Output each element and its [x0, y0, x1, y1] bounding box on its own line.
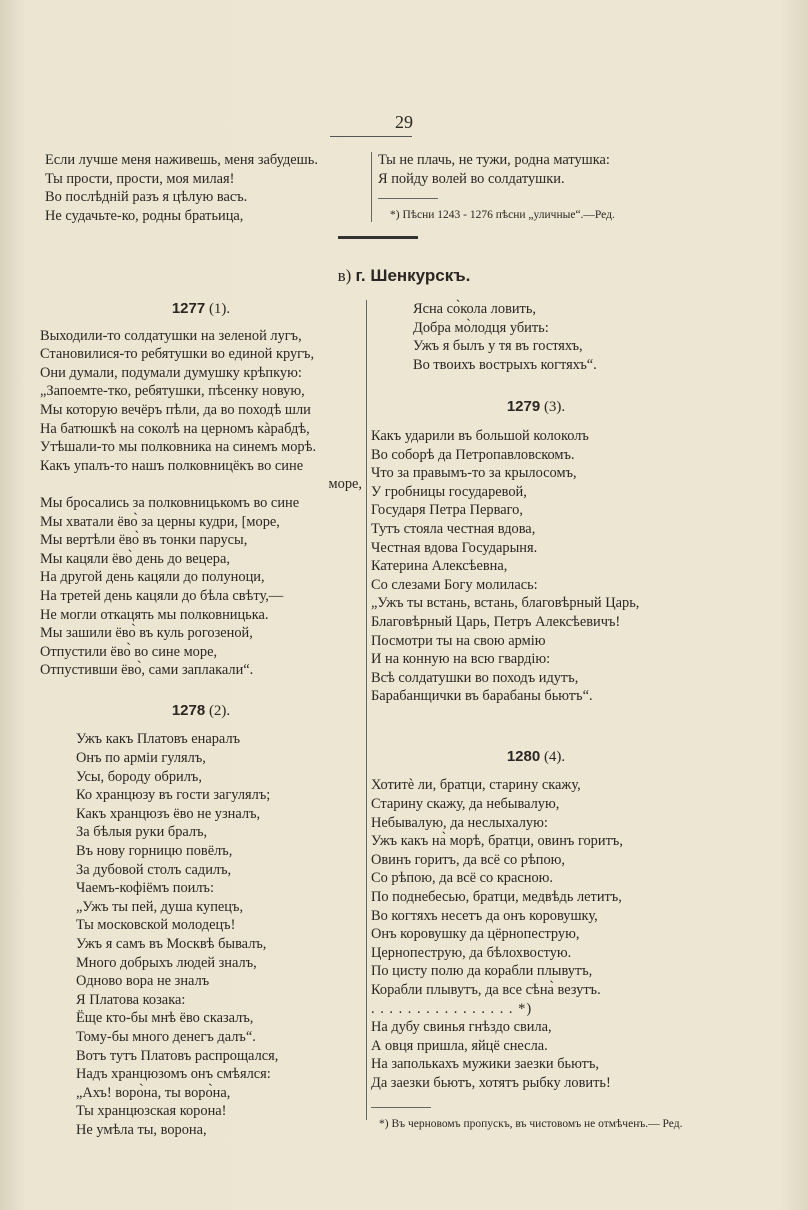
- text-line: Мы зашили ёво̀ въ куль рогозеной,: [40, 625, 253, 642]
- text-line: Усы, бороду обрилъ,: [76, 768, 202, 785]
- text-line: Мы которую вечёръ пѣли, да во походѣ шли: [40, 401, 311, 418]
- text-line: Выходили-то солдатушки на зеленой лугъ,: [40, 327, 302, 344]
- text-line: Корабли плывутъ, да все сѣна̀ везутъ.: [371, 982, 601, 998]
- footnote-rule: [371, 1107, 431, 1108]
- text-line: Какъ упалъ-то нашъ полковницёкъ во сине: [40, 457, 304, 474]
- song-subnumber: (2).: [208, 702, 231, 719]
- text-line: „Ужъ ты встань, встань, благовѣрный Царь,: [371, 595, 640, 612]
- song-title: [371, 398, 701, 417]
- ellipsis-line: . . . . . . . . . . . . . . . . *): [371, 1000, 533, 1017]
- page-number: 29: [395, 112, 413, 132]
- text-line: Хотитè ли, братци, старину скажу,: [371, 777, 581, 794]
- song-title: [371, 748, 701, 767]
- text-line: Ко хранцюзу въ гости загулялъ;: [76, 787, 271, 804]
- text-line: Въ нову горницю повёлъ,: [76, 843, 233, 860]
- text-line: „Запоемте-тко, ребятушки, пѣсенку новую,: [40, 383, 305, 400]
- left-column: [40, 300, 362, 1140]
- text-line: У гробницы государевой,: [371, 483, 527, 500]
- top-right-stanza: [378, 151, 615, 223]
- song-number: 1277: [171, 300, 206, 317]
- text-line: На третей день кацяли до бѣла свѣту,—: [40, 587, 284, 604]
- text-line: Мы хватали ёво̀ за церны кудри, [море,: [40, 513, 280, 530]
- text-line: Ужъ я былъ у тя въ гостяхъ,: [413, 338, 583, 355]
- text-line: За бѣлыя руки бралъ,: [76, 824, 208, 841]
- text-line: Вотъ тутъ Платовъ распрощался,: [76, 1047, 279, 1064]
- footnote: *) Пѣсни 1243 - 1276 пѣсни „уличные“.—Ред.: [390, 209, 615, 222]
- footnote-rule: [378, 198, 438, 199]
- text-line: Ёще кто-бы мнѣ ёво сказалъ,: [76, 1010, 254, 1027]
- song-1277-text: [40, 327, 362, 680]
- text-line: Они думали, подумали думушку крѣпкую:: [40, 364, 302, 381]
- text-line: Во соборѣ да Петропавловскомъ.: [371, 446, 575, 463]
- text-line: Во когтяхъ несетъ да онъ коровушку,: [371, 907, 598, 924]
- song-subnumber: (4).: [543, 748, 566, 765]
- song-1278-text: [40, 730, 362, 1139]
- text-line: Тутъ стояла честная вдова,: [371, 520, 536, 537]
- text-line: Ужъ какъ на̀ морѣ, братци, овинъ горитъ,: [371, 833, 623, 850]
- text-line: На заполькахъ мужики заезки бьютъ,: [371, 1056, 599, 1073]
- text-line: Чаемъ-кофiёмъ поилъ:: [76, 880, 214, 897]
- text-line: Барабанщички въ барабаны бьютъ“.: [371, 688, 593, 705]
- text-line: Старину скажу, да небывалую,: [371, 796, 560, 813]
- text-line: море,: [328, 476, 362, 493]
- text-line: И на конную на всю гвардiю:: [371, 651, 551, 668]
- footnote: *) Въ черновомъ пропускъ, въ чистовомъ не отмѣченъ.— Ред.: [379, 1117, 683, 1130]
- text-line: Ты хранцюзская корона!: [76, 1103, 227, 1120]
- section-heading: [0, 266, 808, 286]
- text-line: Онъ по армiи гулялъ,: [76, 750, 206, 767]
- text-line: „Ахъ! воро̀на, ты воро̀на,: [76, 1084, 231, 1101]
- text-line: Со слезами Богу молилась:: [371, 576, 538, 593]
- text-line: Добра мо̀лодця убить:: [413, 319, 549, 336]
- text-line: За дубовой столъ садилъ,: [76, 861, 232, 878]
- text-line: Да заезки бьютъ, хотятъ рыбку ловить!: [371, 1074, 611, 1091]
- text-line: На дубу свинья гнѣздо свила,: [371, 1019, 552, 1036]
- text-line: Становилися-то ребятушки во единой кругъ,: [40, 346, 315, 363]
- section-title: г. Шенкурскъ.: [355, 266, 471, 285]
- song-title: [40, 300, 362, 319]
- text-line: Не судачьте-ко, родны братьица,: [45, 207, 244, 224]
- song-1279-text: [371, 427, 701, 706]
- text-line: Небывалую, да неслыхалую:: [371, 814, 548, 831]
- text-line: Во твоихъ вострыхъ когтяхъ“.: [413, 356, 597, 373]
- text-line: Я пойду волей во солдатушки.: [378, 170, 565, 187]
- column-divider: [371, 152, 372, 222]
- top-left-stanza: [45, 151, 318, 225]
- text-line: Мы вертѣли ёво̀ въ тонки парусы,: [40, 532, 248, 549]
- text-line: Всѣ солдатушки во походъ идутъ,: [371, 669, 579, 686]
- text-line: Утѣшали-то мы полковника на синемъ морѣ.: [40, 439, 317, 456]
- text-line: Ты прости, прости, моя милая!: [45, 170, 235, 187]
- text-line: Ты московской молодецъ!: [76, 917, 236, 934]
- text-line: Ужъ какъ Платовъ енаралъ: [76, 731, 241, 748]
- text-line: Одново вора не зналъ: [76, 973, 210, 990]
- song-title: [40, 702, 362, 721]
- text-line: Мы кацяли ёво̀ день до вецера,: [40, 550, 230, 567]
- text-line: Честная вдова Государыня.: [371, 539, 538, 556]
- column-divider: [366, 300, 367, 1120]
- text-line: Мы бросались за полковницькомъ во сине: [40, 494, 300, 511]
- text-line: Посмотри ты на свою армiю: [371, 632, 546, 649]
- text-line: Не могли откацять мы полковницька.: [40, 606, 269, 623]
- text-line: Онъ коровушку да цёрнопеструю,: [371, 926, 580, 943]
- song-number: 1279: [506, 398, 541, 416]
- text-line: На другой день кацяли до полуноци,: [40, 569, 265, 586]
- text-line: Много добрыхъ людей зналъ,: [76, 954, 257, 971]
- right-column: [371, 300, 701, 1132]
- text-line: Катерина Алексѣевна,: [371, 558, 508, 575]
- song-number: 1280: [506, 747, 541, 765]
- text-line: А овця пришла, яйцё снесла.: [371, 1037, 548, 1054]
- song-subnumber: (1).: [208, 301, 231, 317]
- text-line: Надъ хранцюзомъ онъ смѣялся:: [76, 1066, 271, 1083]
- song-subnumber: (3).: [543, 399, 566, 416]
- song-number: 1278: [171, 701, 206, 719]
- page-number-rule: [330, 136, 412, 137]
- text-line: Какъ хранцюзъ ёво не узналъ,: [76, 805, 261, 822]
- song-1278-continuation: [371, 300, 701, 374]
- text-line: Со рѣпою, да всё со красною.: [371, 870, 554, 887]
- text-line: Что за правымъ-то за крылосомъ,: [371, 465, 577, 482]
- text-line: По цисту полю да корабли плывутъ,: [371, 963, 593, 980]
- text-line: Я Платова козака:: [76, 991, 186, 1008]
- text-line: Благовѣрный Царь, Петръ Алексѣевичъ!: [371, 613, 621, 630]
- text-line: Не умѣла ты, ворона,: [76, 1121, 207, 1138]
- text-line: Овинъ горитъ, да всё со рѣпою,: [371, 851, 566, 868]
- text-line: Государя Петра Перваго,: [371, 502, 523, 519]
- text-line: Тому-бы много денегъ далъ“.: [76, 1028, 256, 1045]
- text-line: Ты не плачь, не тужи, родна матушка:: [378, 152, 610, 168]
- text-line: Отпустили ёво̀ во сине море,: [40, 643, 218, 660]
- text-line: „Ужъ ты пей, душа купецъ,: [76, 898, 244, 915]
- section-separator: [338, 236, 418, 239]
- section-prefix: в): [337, 266, 352, 285]
- text-line: На батюшкѣ на соколѣ на церномъ кàрабдѣ,: [40, 420, 310, 437]
- text-line: Ясна со̀кола ловить,: [413, 301, 537, 317]
- text-line: Цернопеструю, да бѣлохвостую.: [371, 944, 572, 961]
- text-line: По поднебесью, братци, медвѣдь летитъ,: [371, 889, 622, 906]
- text-line: Если лучше меня наживешь, меня забудешь.: [45, 152, 318, 168]
- text-line: Какъ ударили въ большой колоколъ: [371, 427, 589, 444]
- song-1280-text: [371, 776, 701, 1092]
- text-line: Отпустивши ёво̀, сами заплакали“.: [40, 662, 254, 679]
- text-line: Во послѣднiй разъ я цѣлую васъ.: [45, 189, 248, 206]
- text-line: Ужъ я самъ въ Москвѣ бывалъ,: [76, 936, 267, 952]
